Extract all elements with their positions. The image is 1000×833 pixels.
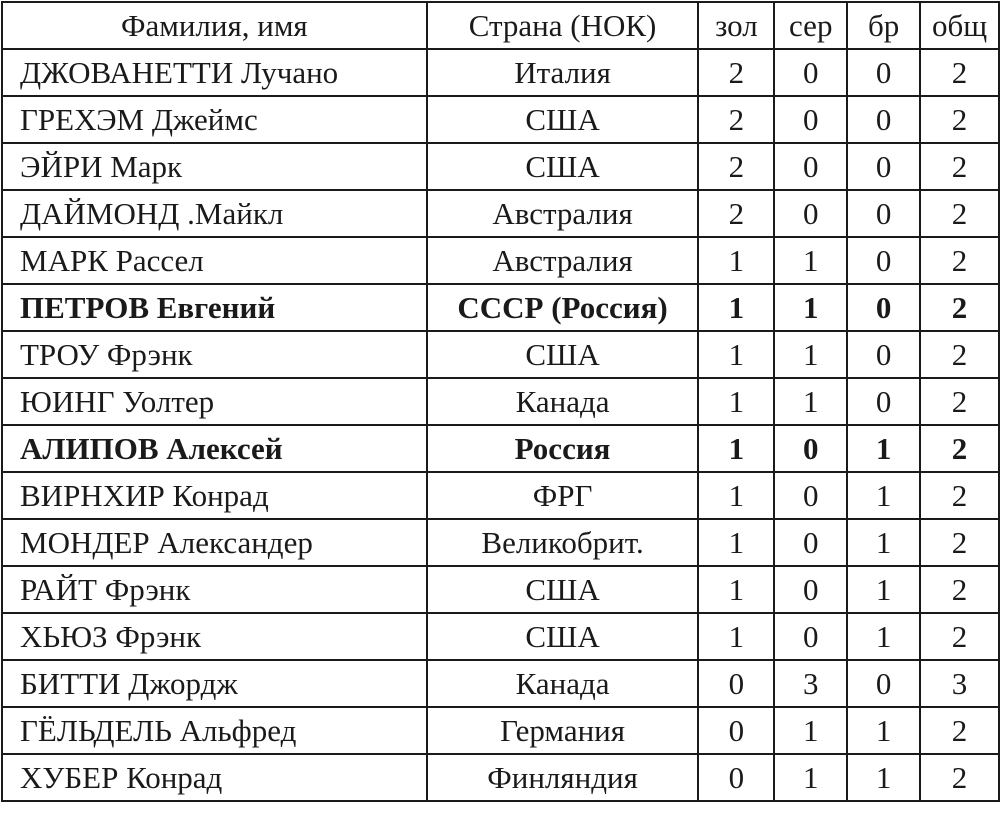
athlete-name: РАЙТ Фрэнк <box>2 566 427 613</box>
table-row <box>2 143 999 190</box>
header-silver: сер <box>774 2 847 49</box>
country: Австралия <box>427 237 699 284</box>
silver-count: 1 <box>774 378 847 425</box>
country: США <box>427 143 699 190</box>
gold-count: 2 <box>698 190 774 237</box>
bronze-count: 1 <box>847 519 920 566</box>
silver-count: 1 <box>774 754 847 801</box>
silver-count: 1 <box>774 331 847 378</box>
table-row <box>2 660 999 707</box>
table-row <box>2 378 999 425</box>
table-row <box>2 754 999 801</box>
country: США <box>427 613 699 660</box>
table-row <box>2 190 999 237</box>
header-country: Страна (НОК) <box>427 2 699 49</box>
silver-count: 0 <box>774 472 847 519</box>
country: Канада <box>427 660 699 707</box>
table-row <box>2 237 999 284</box>
table-row <box>2 331 999 378</box>
bronze-count: 1 <box>847 707 920 754</box>
country: США <box>427 331 699 378</box>
silver-count: 0 <box>774 143 847 190</box>
table-row <box>2 96 999 143</box>
athlete-name: ТРОУ Фрэнк <box>2 331 427 378</box>
bronze-count: 1 <box>847 472 920 519</box>
gold-count: 1 <box>698 566 774 613</box>
header-gold: зол <box>698 2 774 49</box>
athlete-name: ДЖОВАНЕТТИ Лучано <box>2 49 427 96</box>
country: Финляндия <box>427 754 699 801</box>
gold-count: 1 <box>698 331 774 378</box>
bronze-count: 0 <box>847 49 920 96</box>
total-count: 2 <box>920 519 999 566</box>
athlete-name: ДАЙМОНД .Майкл <box>2 190 427 237</box>
total-count: 2 <box>920 284 999 331</box>
bronze-count: 0 <box>847 190 920 237</box>
gold-count: 2 <box>698 143 774 190</box>
country: Канада <box>427 378 699 425</box>
athlete-name: ЭЙРИ Марк <box>2 143 427 190</box>
total-count: 2 <box>920 613 999 660</box>
silver-count: 0 <box>774 49 847 96</box>
silver-count: 3 <box>774 660 847 707</box>
bronze-count: 1 <box>847 613 920 660</box>
total-count: 2 <box>920 707 999 754</box>
silver-count: 0 <box>774 519 847 566</box>
gold-count: 2 <box>698 96 774 143</box>
country: Италия <box>427 49 699 96</box>
silver-count: 0 <box>774 425 847 472</box>
bronze-count: 0 <box>847 378 920 425</box>
athlete-name: АЛИПОВ Алексей <box>2 425 427 472</box>
bronze-count: 0 <box>847 660 920 707</box>
total-count: 2 <box>920 425 999 472</box>
header-name: Фамилия, имя <box>2 2 427 49</box>
gold-count: 1 <box>698 378 774 425</box>
table-row <box>2 284 999 331</box>
total-count: 2 <box>920 49 999 96</box>
bronze-count: 1 <box>847 754 920 801</box>
total-count: 3 <box>920 660 999 707</box>
total-count: 2 <box>920 472 999 519</box>
bronze-count: 0 <box>847 284 920 331</box>
header-row <box>2 2 999 49</box>
table-row <box>2 566 999 613</box>
medal-table <box>1 1 1000 802</box>
total-count: 2 <box>920 331 999 378</box>
gold-count: 1 <box>698 613 774 660</box>
table-row <box>2 425 999 472</box>
table-row <box>2 519 999 566</box>
gold-count: 2 <box>698 49 774 96</box>
total-count: 2 <box>920 237 999 284</box>
table-body <box>2 49 999 801</box>
silver-count: 0 <box>774 190 847 237</box>
country: Великобрит. <box>427 519 699 566</box>
table-row <box>2 49 999 96</box>
athlete-name: ХУБЕР Конрад <box>2 754 427 801</box>
bronze-count: 0 <box>847 143 920 190</box>
gold-count: 1 <box>698 237 774 284</box>
gold-count: 1 <box>698 284 774 331</box>
athlete-name: ХЬЮЗ Фрэнк <box>2 613 427 660</box>
athlete-name: МОНДЕР Александер <box>2 519 427 566</box>
athlete-name: БИТТИ Джордж <box>2 660 427 707</box>
total-count: 2 <box>920 378 999 425</box>
table-row <box>2 613 999 660</box>
gold-count: 1 <box>698 425 774 472</box>
country: СССР (Россия) <box>427 284 699 331</box>
total-count: 2 <box>920 143 999 190</box>
silver-count: 0 <box>774 96 847 143</box>
silver-count: 1 <box>774 707 847 754</box>
table-row <box>2 707 999 754</box>
table-row <box>2 472 999 519</box>
bronze-count: 1 <box>847 425 920 472</box>
bronze-count: 0 <box>847 96 920 143</box>
athlete-name: ГРЕХЭМ Джеймс <box>2 96 427 143</box>
silver-count: 0 <box>774 566 847 613</box>
country: Россия <box>427 425 699 472</box>
gold-count: 0 <box>698 660 774 707</box>
gold-count: 0 <box>698 707 774 754</box>
athlete-name: ЮИНГ Уолтер <box>2 378 427 425</box>
header-total: общ <box>920 2 999 49</box>
bronze-count: 1 <box>847 566 920 613</box>
athlete-name: ВИРНХИР Конрад <box>2 472 427 519</box>
total-count: 2 <box>920 754 999 801</box>
country: Германия <box>427 707 699 754</box>
silver-count: 1 <box>774 284 847 331</box>
bronze-count: 0 <box>847 237 920 284</box>
bronze-count: 0 <box>847 331 920 378</box>
total-count: 2 <box>920 190 999 237</box>
country: США <box>427 96 699 143</box>
country: ФРГ <box>427 472 699 519</box>
header-bronze: бр <box>847 2 920 49</box>
athlete-name: ГЁЛЬДЕЛЬ Альфред <box>2 707 427 754</box>
gold-count: 1 <box>698 519 774 566</box>
total-count: 2 <box>920 566 999 613</box>
athlete-name: МАРК Рассел <box>2 237 427 284</box>
country: США <box>427 566 699 613</box>
athlete-name: ПЕТРОВ Евгений <box>2 284 427 331</box>
total-count: 2 <box>920 96 999 143</box>
gold-count: 0 <box>698 754 774 801</box>
country: Австралия <box>427 190 699 237</box>
gold-count: 1 <box>698 472 774 519</box>
silver-count: 0 <box>774 613 847 660</box>
silver-count: 1 <box>774 237 847 284</box>
